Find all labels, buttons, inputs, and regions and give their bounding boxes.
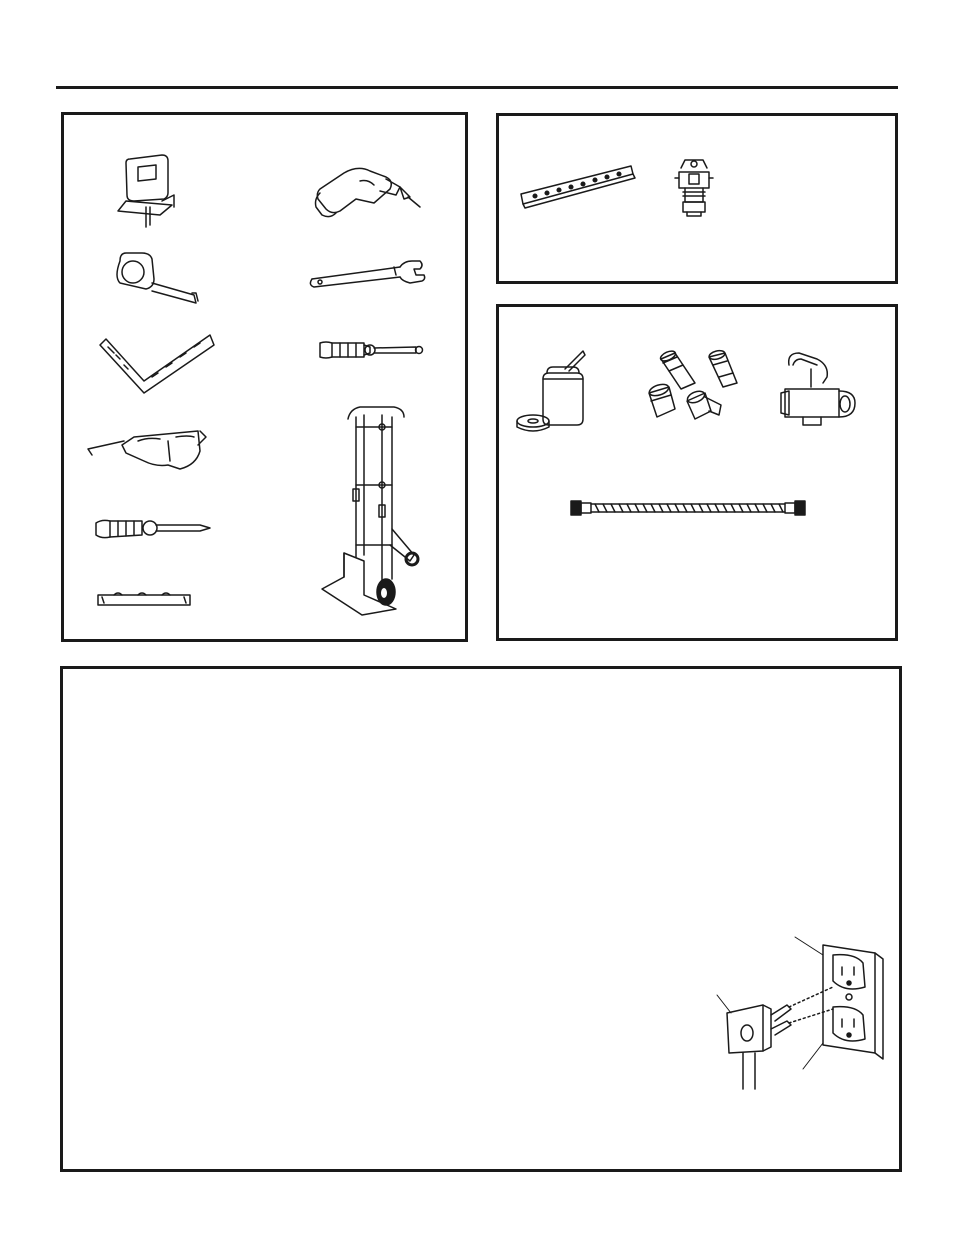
cordless-drill-icon (316, 168, 421, 216)
electrical-panel (60, 666, 902, 1172)
anti-tip-bracket-icon (521, 166, 635, 208)
nut-driver-icon (320, 342, 423, 358)
parts-supplied-panel (496, 113, 898, 284)
flexible-gas-connector-icon (571, 501, 805, 515)
gas-parts-panel (496, 304, 898, 641)
tape-measure-icon (117, 253, 198, 303)
pressure-regulator-icon (675, 160, 713, 216)
hand-truck-icon (322, 407, 418, 615)
power-plug-icon (717, 987, 833, 1089)
pipe-fittings-icon (648, 349, 737, 419)
header-rule (56, 86, 898, 89)
grounded-outlet-icon (795, 937, 883, 1069)
adjustable-wrench-icon (310, 261, 424, 287)
carpenters-square-icon (100, 335, 214, 393)
jigsaw-icon (118, 155, 174, 227)
safety-glasses-icon (88, 431, 206, 469)
pipe-compound-and-tape-icon (517, 351, 585, 431)
phillips-screwdriver-icon (96, 520, 210, 537)
level-icon (98, 593, 190, 605)
tools-panel (61, 112, 468, 642)
shutoff-valve-icon (781, 353, 855, 425)
